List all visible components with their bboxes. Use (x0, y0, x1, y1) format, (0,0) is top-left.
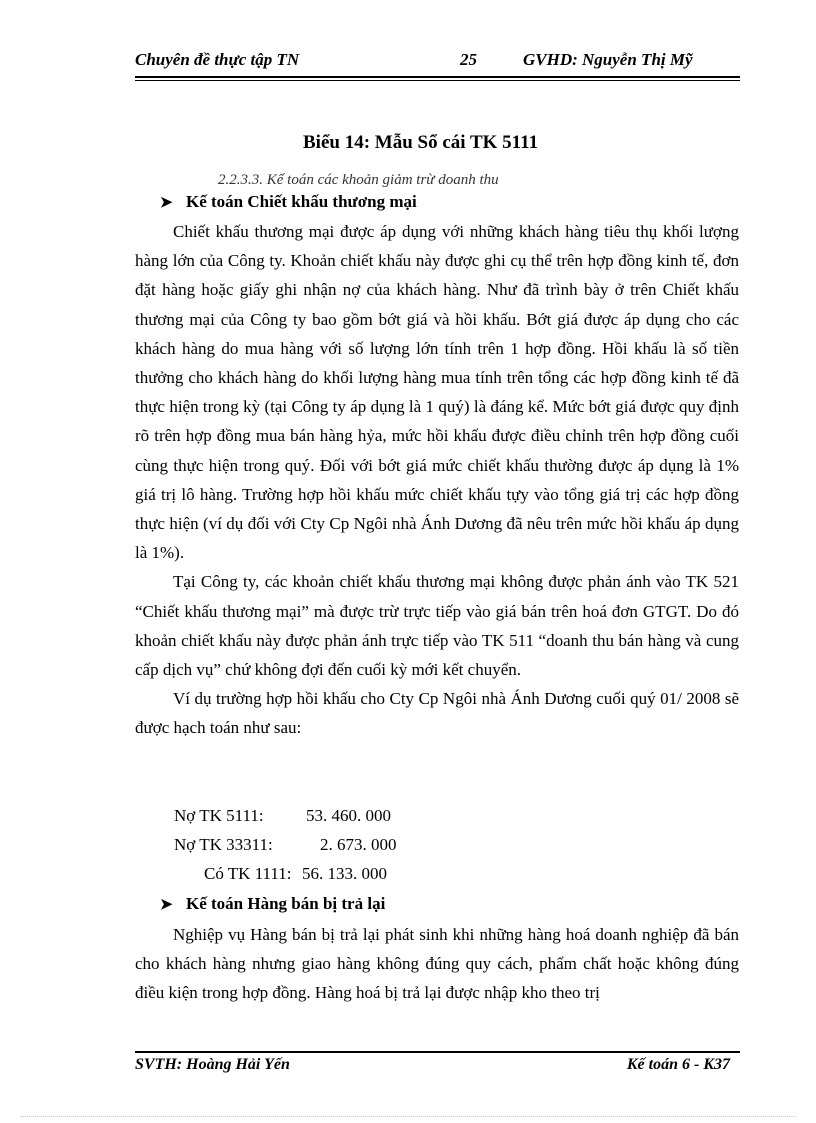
entry-amount: 53. 460. 000 (306, 806, 391, 825)
header-supervisor: GVHD: Nguyễn Thị Mỹ (523, 50, 693, 69)
header-course-title: Chuyên đề thực tập TN (135, 50, 300, 69)
section-heading-label: Kế toán Hàng bán bị trả lại (186, 894, 386, 913)
journal-entry (204, 864, 387, 884)
page-title: Biểu 14: Mẫu Sổ cái TK 5111 (303, 132, 539, 153)
arrow-bullet-icon: ➤ (160, 897, 173, 913)
section-heading-sales-returns (160, 894, 385, 914)
subsection-heading: 2.2.3.3. Kế toán các khoản giảm trừ doanh thu (218, 172, 499, 188)
paragraph: Nghiệp vụ Hàng bán bị trả lại phát sinh khi những hàng hoá doanh nghiệp đã bán cho khách hàng nhưng giao hàng không đúng quy cách, phẩm chất hoặc không đúng điều kiện trong hợp đồng. Hàng hoá bị trả lại được nhập kho theo trị (135, 925, 739, 1003)
section1-body (135, 217, 739, 743)
entry-account: Nợ TK 33311: (174, 835, 273, 854)
entry-account: Nợ TK 5111: (174, 806, 264, 825)
entry-amount: 2. 673. 000 (320, 835, 397, 854)
journal-entry (174, 835, 397, 855)
arrow-bullet-icon: ➤ (160, 195, 173, 211)
page-header (135, 50, 740, 76)
paragraph: Tại Công ty, các khoản chiết khấu thương mại không được phản ánh vào TK 521 “Chiết khấu thương mại” mà được trừ trực tiếp vào giá bán trên hoá đơn GTGT. Do đó khoản chiết khấu này được phản ánh trực tiếp vào TK 511 “doanh thu bán hàng và cung cấp dịch vụ” chứ không đợi đến cuối kỳ mới kết chuyển. (135, 572, 739, 680)
paragraph: Chiết khấu thương mại được áp dụng với những khách hàng tiêu thụ khối lượng hàng lớn của Công ty. Khoản chiết khấu này được ghi cụ thể trên hợp đồng kinh tế, đơn đặt hàng hoặc giấy ghi nhận nợ của khách hàng. Như đã trình bày ở trên Chiết khấu thương mại của Công ty bao gồm bớt giá và hồi khấu. Bớt giá được áp dụng cho các khách hàng do mua hàng với số lượng lớn tính trên 1 hợp đồng. Hồi khấu là số tiền thưởng cho khách hàng do khối lượng hàng mua tính trên tổng các hợp đồng kinh tế đã thực hiện trong kỳ (tại Công ty áp dụng là 1 quý) là đáng kể. Mức bớt giá được quy định rõ trên hợp đồng mua bán hàng hỷa, mức hồi khấu được điều chỉnh trên hợp đồng cuối cùng thực hiện trong quý. Đối với bớt giá mức chiết khấu thường được áp dụng là 1% giá trị lô hàng. Trường hợp hồi khấu mức chiết khấu tựy vào tổng giá trị các hợp đồng thực hiện (ví dụ đối với Cty Cp Ngôi nhà Ánh Dương đã nêu trên mức hồi khấu áp dụng là 1%). (135, 222, 739, 563)
header-rule-thin (135, 80, 740, 81)
section-heading-trade-discount (160, 192, 417, 212)
header-page-number: 25 (460, 50, 477, 69)
footer-rule (135, 1051, 740, 1053)
section2-body (135, 920, 739, 1008)
page-bottom-dotted-border (20, 1116, 796, 1117)
entry-account: Có TK 1111: (204, 864, 292, 883)
footer-student: SVTH: Hoàng Hải Yến (135, 1056, 290, 1073)
header-rule-thick (135, 76, 740, 78)
journal-entry (174, 806, 391, 826)
entry-amount: 56. 133. 000 (302, 864, 387, 883)
paragraph: Ví dụ trường hợp hồi khấu cho Cty Cp Ngôi nhà Ánh Dương cuối quý 01/ 2008 sẽ được hạch toán như sau: (135, 689, 739, 738)
footer-class: Kế toán 6 - K37 (626, 1056, 730, 1073)
section-heading-label: Kế toán Chiết khấu thương mại (186, 192, 417, 211)
